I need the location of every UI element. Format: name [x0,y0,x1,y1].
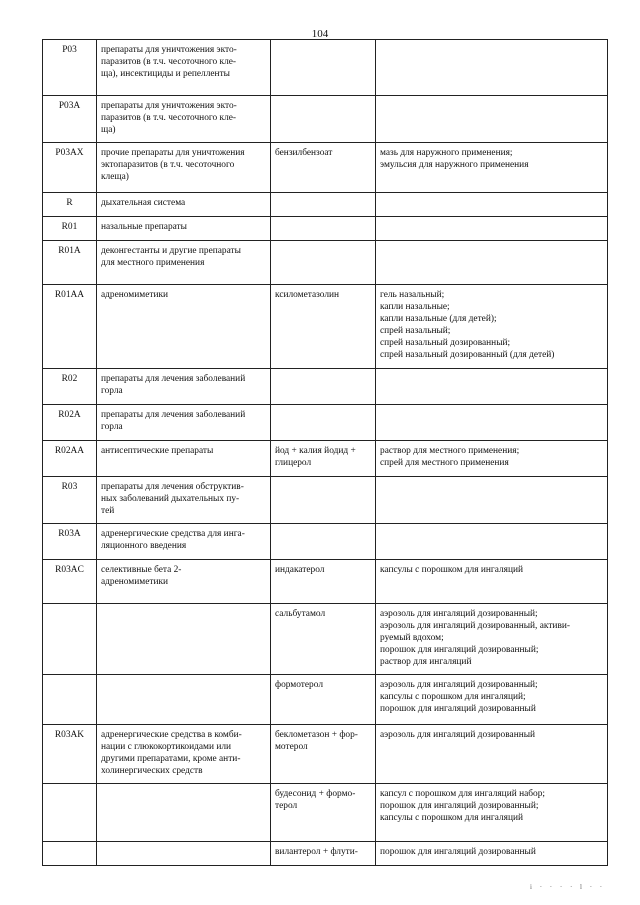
atc-code-cell [43,784,97,842]
group-description-cell [97,143,271,193]
cell-text-line: спрей назальный; [380,326,451,336]
table-row [43,217,608,241]
group-description-cell [97,842,271,866]
cell-text-line: препараты для уничтожения экто- [101,45,237,55]
drug-name-cell [271,604,376,675]
dosage-form-cell [376,477,608,524]
cell-text-line: препараты для лечения заболеваний [101,374,246,384]
cell-text-line: другими препаратами, кроме анти- [101,754,241,764]
table-row [43,784,608,842]
atc-code-cell: R02A [43,405,97,441]
atc-code-cell: R03A [43,524,97,560]
scan-artifact: i · · · · l · · [530,883,606,891]
cell-text-line: индакатерол [275,565,325,575]
table-row [43,241,608,285]
cell-text-line: порошок для ингаляций дозированный [380,704,536,714]
cell-text-line: антисептические препараты [101,446,214,456]
drug-name-cell [271,675,376,725]
cell-text-line: глицерол [275,458,312,468]
cell-text-line: руемый вдохом; [380,633,444,643]
dosage-form-cell [376,405,608,441]
atc-code-cell: P03AX [43,143,97,193]
page-number: 104 [311,28,329,40]
cell-text-line: прочие препараты для уничтожения [101,148,245,158]
cell-text-line: капли назальные; [380,302,450,312]
atc-code-cell [43,675,97,725]
dosage-form-cell [376,784,608,842]
cell-text-line: капсул с порошком для ингаляций набор; [380,789,546,799]
cell-text-line: адренергические средства в комби- [101,730,242,740]
drug-name-cell [271,405,376,441]
medication-table [42,39,608,866]
cell-text-line: селективные бета 2- [101,565,182,575]
cell-text-line: бензилбензоат [275,148,333,158]
cell-text-line: гель назальный; [380,290,445,300]
drug-name-cell [271,784,376,842]
cell-text-line: паразитов (в т.ч. чесоточного кле- [101,57,237,67]
cell-text-line: порошок для ингаляций дозированный; [380,801,539,811]
atc-code-cell: R01AA [43,285,97,369]
cell-text-line: дыхательная система [101,198,186,208]
dosage-form-cell [376,560,608,604]
dosage-form-cell [376,96,608,143]
drug-name-cell [271,143,376,193]
table-row [43,842,608,866]
dosage-form-cell [376,369,608,405]
cell-text-line: горла [101,422,123,432]
drug-name-cell [271,96,376,143]
atc-code-cell: R03 [43,477,97,524]
cell-text-line: мазь для наружного применения; [380,148,513,158]
group-description-cell [97,369,271,405]
cell-text-line: назальные препараты [101,222,187,232]
cell-text-line: клеща) [101,172,129,182]
drug-name-cell [271,842,376,866]
group-description-cell [97,441,271,477]
cell-text-line: формотерол [275,680,323,690]
cell-text-line: эмульсия для наружного применения [380,160,529,170]
group-description-cell [97,217,271,241]
cell-text-line: адренергические средства для инга- [101,529,245,539]
table-row [43,96,608,143]
cell-text-line: аэрозоль для ингаляций дозированный [380,730,536,740]
dosage-form-cell [376,143,608,193]
atc-code-cell: P03A [43,96,97,143]
atc-code-cell [43,604,97,675]
dosage-form-cell [376,217,608,241]
table-row [43,405,608,441]
cell-text-line: мотерол [275,742,308,752]
drug-name-cell [271,524,376,560]
drug-name-cell [271,241,376,285]
cell-text-line: спрей назальный дозированный (для детей) [380,350,555,360]
atc-code-cell: R01 [43,217,97,241]
table-row [43,193,608,217]
dosage-form-cell [376,524,608,560]
cell-text-line: будесонид + формо- [275,789,356,799]
table-row [43,524,608,560]
cell-text-line: препараты для лечения обструктив- [101,482,244,492]
dosage-form-cell [376,441,608,477]
cell-text-line: препараты для уничтожения экто- [101,101,237,111]
drug-name-cell [271,40,376,96]
drug-name-cell [271,217,376,241]
table-row [43,560,608,604]
group-description-cell [97,477,271,524]
group-description-cell [97,193,271,217]
atc-code-cell: R [43,193,97,217]
table-row [43,675,608,725]
cell-text-line: порошок для ингаляций дозированный; [380,645,539,655]
group-description-cell [97,40,271,96]
group-description-cell [97,524,271,560]
atc-code-cell: R02 [43,369,97,405]
atc-code-cell: R01A [43,241,97,285]
cell-text-line: капсулы с порошком для ингаляций [380,565,524,575]
cell-text-line: адреномиметики [101,577,169,587]
dosage-form-cell [376,40,608,96]
table-row [43,369,608,405]
atc-code-cell: R03AK [43,725,97,784]
cell-text-line: вилантерол + флути- [275,847,358,857]
cell-text-line: порошок для ингаляций дозированный [380,847,536,857]
dosage-form-cell [376,842,608,866]
table-row [43,441,608,477]
cell-text-line: беклометазон + фор- [275,730,358,740]
dosage-form-cell [376,725,608,784]
cell-text-line: терол [275,801,298,811]
cell-text-line: тей [101,506,115,516]
group-description-cell [97,725,271,784]
drug-name-cell [271,725,376,784]
table-row [43,143,608,193]
cell-text-line: эктопаразитов (в т.ч. чесоточного [101,160,235,170]
cell-text-line: горла [101,386,123,396]
group-description-cell [97,241,271,285]
cell-text-line: деконгестанты и другие препараты [101,246,241,256]
cell-text-line: адреномиметики [101,290,169,300]
cell-text-line: ща) [101,125,116,135]
cell-text-line: аэрозоль для ингаляций дозированный, активи- [380,621,571,631]
drug-name-cell [271,477,376,524]
atc-code-cell [43,842,97,866]
drug-name-cell [271,369,376,405]
dosage-form-cell [376,604,608,675]
atc-code-cell: P03 [43,40,97,96]
drug-name-cell [271,193,376,217]
group-description-cell [97,784,271,842]
drug-name-cell [271,285,376,369]
cell-text-line: ща), инсектициды и репелленты [101,69,230,79]
cell-text-line: холинергических средств [101,766,203,776]
table-row [43,40,608,96]
cell-text-line: нации с глюкокортикоидами или [101,742,232,752]
cell-text-line: раствор для ингаляций [380,657,472,667]
cell-text-line: паразитов (в т.ч. чесоточного кле- [101,113,237,123]
cell-text-line: капсулы с порошком для ингаляций; [380,692,526,702]
group-description-cell [97,560,271,604]
drug-name-cell [271,441,376,477]
group-description-cell [97,405,271,441]
dosage-form-cell [376,675,608,725]
cell-text-line: капсулы с порошком для ингаляций [380,813,524,823]
dosage-form-cell [376,285,608,369]
cell-text-line: спрей для местного применения [380,458,509,468]
atc-code-cell: R03AC [43,560,97,604]
cell-text-line: ксилометазолин [275,290,340,300]
cell-text-line: для местного применения [101,258,205,268]
atc-code-cell: R02AA [43,441,97,477]
group-description-cell [97,604,271,675]
table-row [43,477,608,524]
table-row [43,285,608,369]
cell-text-line: раствор для местного применения; [380,446,520,456]
cell-text-line: препараты для лечения заболеваний [101,410,246,420]
cell-text-line: ляционного введения [101,541,187,551]
group-description-cell [97,96,271,143]
drug-name-cell [271,560,376,604]
group-description-cell [97,675,271,725]
cell-text-line: ных заболеваний дыхательных пу- [101,494,240,504]
cell-text-line: спрей назальный дозированный; [380,338,511,348]
cell-text-line: сальбутамол [275,609,326,619]
table-row [43,604,608,675]
group-description-cell [97,285,271,369]
dosage-form-cell [376,241,608,285]
cell-text-line: аэрозоль для ингаляций дозированный; [380,680,538,690]
table-row [43,725,608,784]
cell-text-line: аэрозоль для ингаляций дозированный; [380,609,538,619]
dosage-form-cell [376,193,608,217]
cell-text-line: йод + калия йодид + [275,446,356,456]
cell-text-line: капли назальные (для детей); [380,314,497,324]
